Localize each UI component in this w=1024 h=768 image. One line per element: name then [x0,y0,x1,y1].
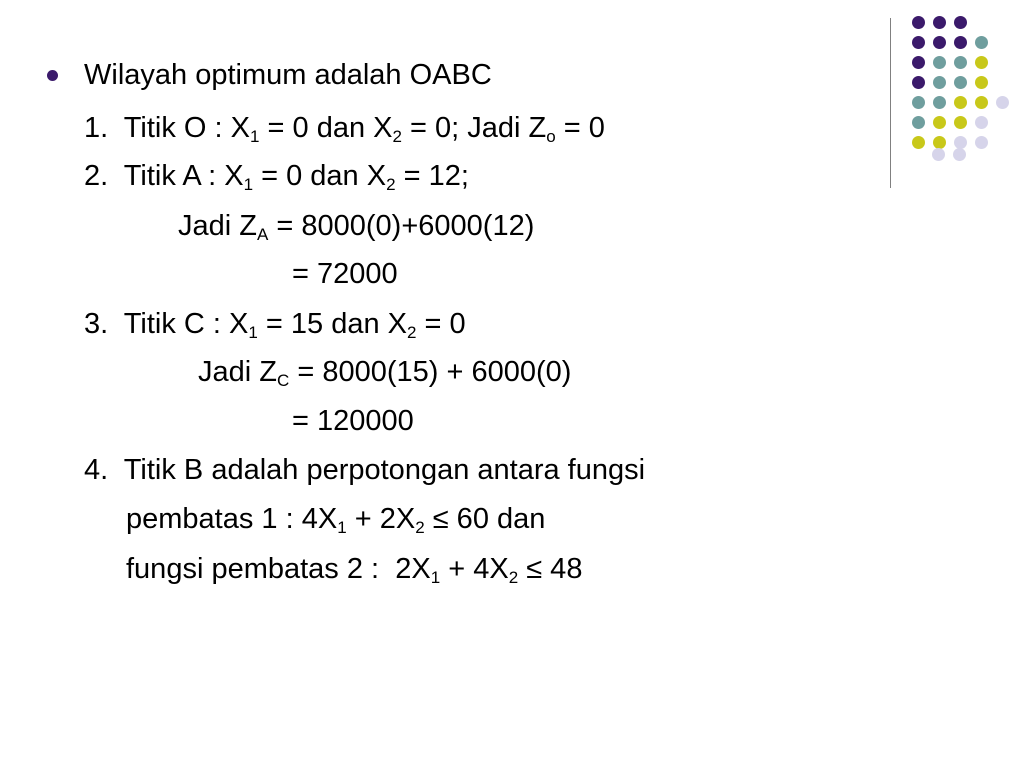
subscript: 1 [250,127,260,146]
decorative-dot [954,16,967,29]
subscript: 1 [430,568,441,587]
text-line-point-b [84,453,645,487]
decorative-dot [975,136,988,149]
text-line-heading [84,58,492,92]
text-segment: + 2X [346,503,416,535]
decorative-dot [912,116,925,129]
text-segment: = 8000(15) + 6000(0) [289,356,572,388]
decorative-dot [912,56,925,69]
decorative-dot [975,76,988,89]
text-line-z-a [178,209,534,243]
subscript: A [256,225,269,244]
decorative-dot [975,36,988,49]
decorative-dot [912,16,925,29]
text-segment: Wilayah optimum adalah OABC [84,59,492,91]
decorative-dot [933,36,946,49]
text-line-z-a-result [292,257,398,291]
text-segment: = 15 dan X [257,308,407,340]
text-line-constraint-2 [126,552,582,586]
text-segment: = 72000 [292,258,398,290]
text-segment: = 0 dan X [253,160,387,192]
decorative-dot [996,96,1009,109]
subscript: 1 [243,175,254,194]
decorative-dot [912,76,925,89]
subscript: 2 [386,175,396,194]
subscript: C [276,371,290,390]
decorative-dot [933,76,946,89]
text-segment: = 0 dan X [259,112,393,144]
text-segment: ≤ 60 dan [424,503,546,535]
text-segment: pembatas 1 : 4X [126,503,338,535]
subscript: 2 [392,127,402,146]
text-segment: = 0 [555,112,605,144]
text-segment: 4. Titik B adalah perpotongan antara fungsi [84,454,646,486]
decorative-dot [912,96,925,109]
text-line-point-c [84,307,466,341]
decorative-dot [933,136,946,149]
text-line-z-c [198,355,571,389]
decorative-dot [975,56,988,69]
decorative-dot [954,56,967,69]
decorative-dot [954,96,967,109]
text-segment: = 8000(0)+6000(12) [268,210,535,242]
text-segment: Jadi Z [178,210,257,242]
decorative-dot [953,148,966,161]
bullet-icon [47,70,58,81]
subscript: 1 [248,323,258,342]
text-segment: 2. Titik A : X [84,160,244,192]
text-segment: = 0; Jadi Z [401,112,547,144]
decorative-dot [912,36,925,49]
decorative-dot [933,96,946,109]
text-segment: ≤ 48 [518,553,583,585]
text-segment: + 4X [440,553,509,585]
decorative-dot [954,116,967,129]
decorative-dot [933,16,946,29]
divider-line [890,18,891,188]
decorative-dot [975,116,988,129]
decorative-dot [954,36,967,49]
decorative-dot [932,148,945,161]
decorative-dot [975,96,988,109]
subscript: o [546,127,556,146]
subscript: 1 [337,518,347,537]
decorative-dot [954,76,967,89]
text-segment: = 120000 [292,405,414,437]
decorative-dot [912,136,925,149]
decorative-dot [933,56,946,69]
text-segment: fungsi pembatas 2 : 2X [126,553,431,585]
text-segment: 1. Titik O : X [84,112,250,144]
text-line-point-o [84,111,605,145]
text-line-constraint-1 [126,502,545,536]
text-segment: = 12; [395,160,469,192]
subscript: 2 [508,568,519,587]
subscript: 2 [415,518,425,537]
text-segment: Jadi Z [198,356,277,388]
text-line-z-c-result [292,404,414,438]
decorative-dot [954,136,967,149]
text-segment: = 0 [416,308,466,340]
text-line-point-a [84,159,469,193]
subscript: 2 [407,323,417,342]
text-segment: 3. Titik C : X [84,308,249,340]
decorative-dot [933,116,946,129]
